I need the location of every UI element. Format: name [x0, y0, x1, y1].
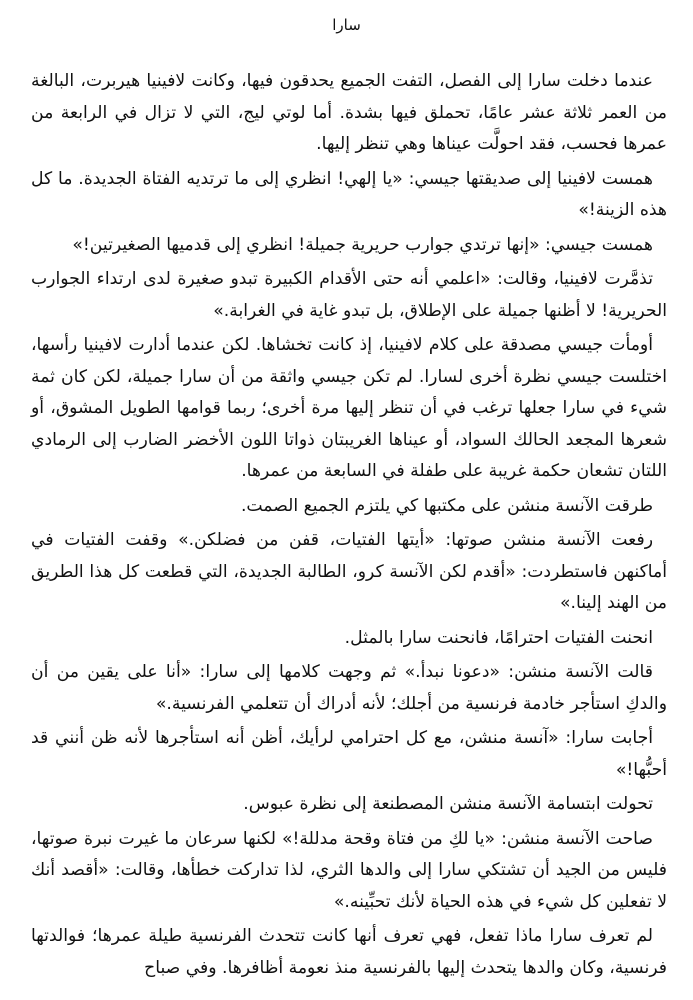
paragraph: طرقت الآنسة منشن على مكتبها كي يلتزم الجميع الصمت.: [240, 495, 653, 516]
paragraph: تذمَّرت لافينيا، وقالت: «اعلمي أنه حتى الأقدام الكبيرة تبدو صغيرة لدى ارتداء الجوارب الحريرية! لا أظنها جميلة على الإطلاق، بل تبدو غاية في الغرابة.»: [31, 269, 667, 321]
paragraph: أجابت سارا: «آنسة منشن، مع كل احترامي لرأيك، أظن أنه استأجرها لأنه ظن أنني قد أحبُّها!»: [31, 728, 667, 780]
paragraph: عندما دخلت سارا إلى الفصل، التفت الجميع يحدقون فيها، وكانت لافينيا هيربرت، البالغة من العمر ثلاثة عشر عامًا، تحملق فيها بشدة. أما لوتي ليج، التي لا تزال في الرابعة من عمرها فحسب، فقد احولَّت عيناها وهي تنظر إليها.: [31, 71, 667, 154]
paragraph: تحولت ابتسامة الآنسة منشن المصطنعة إلى نظرة عبوس.: [243, 794, 653, 814]
paragraph: رفعت الآنسة منشن صوتها: «أيتها الفتيات، قفن من فضلكن.» وقفت الفتيات في أماكنهن فاستطردت: «أقدم لكن الآنسة كرو، الطالبة الجديدة، التي قطعت كل هذا الطريق من الهند إلينا.»: [31, 530, 667, 613]
paragraph: همست جيسي: «إنها ترتدي جوارب حريرية جميلة! انظري إلى قدميها الصغيرتين!»: [72, 234, 653, 255]
paragraph: قالت الآنسة منشن: «دعونا نبدأ.» ثم وجهت كلامها إلى سارا: «أنا على يقين من أن والدكِ استأجر خادمة فرنسية من أجلك؛ لأنه أدراك أن تتعلمي الفرنسية.»: [31, 662, 667, 714]
page-body-text: [31, 66, 667, 987]
paragraph: صاحت الآنسة منشن: «يا لكِ من فتاة وقحة مدللة!» لكنها سرعان ما غيرت نبرة صوتها، فليس من الجيد أن تشتكي سارا إلى والدها الثري، لذا تداركت خطأها، وقالت: «أقصد أنك لا تفعلين كل شيء في هذه الحياة لأنك تحبِّينه.»: [31, 828, 667, 912]
paragraph: لم تعرف سارا ماذا تفعل، فهي تعرف أنها كانت تتحدث الفرنسية طيلة عمرها؛ فوالدتها فرنسية، وكان والدها يتحدث إليها بالفرنسية منذ نعومة أظافرها. وفي صباح: [31, 926, 667, 978]
running-header-title: سارا: [332, 16, 361, 34]
paragraph: همست لافينيا إلى صديقتها جيسي: «يا إلهي! انظري إلى ما ترتديه الفتاة الجديدة. ما كل هذه الزينة!»: [31, 168, 667, 220]
paragraph: انحنت الفتيات احترامًا، فانحنت سارا بالمثل.: [344, 627, 653, 648]
paragraph: أومأت جيسي مصدقة على كلام لافينيا، إذ كانت تخشاها. لكن عندما أدارت لافينيا رأسها، اختلست جيسي نظرة أخرى لسارا. لم تكن جيسي واثقة من أن سارا جميلة، لكن كان ثمة شيء في سارا جعلها ترغب في أن تنظر إليها مرة أخرى؛ ربما قوامها الطويل المشوق، أو شعرها المجعد الحالك السواد، أو عيناها الغريبتان ذواتا اللون الأخضر الضارب إلى الرمادي اللتان تشعان حكمة غريبة على طفلة في السابعة من عمرها.: [31, 335, 667, 481]
